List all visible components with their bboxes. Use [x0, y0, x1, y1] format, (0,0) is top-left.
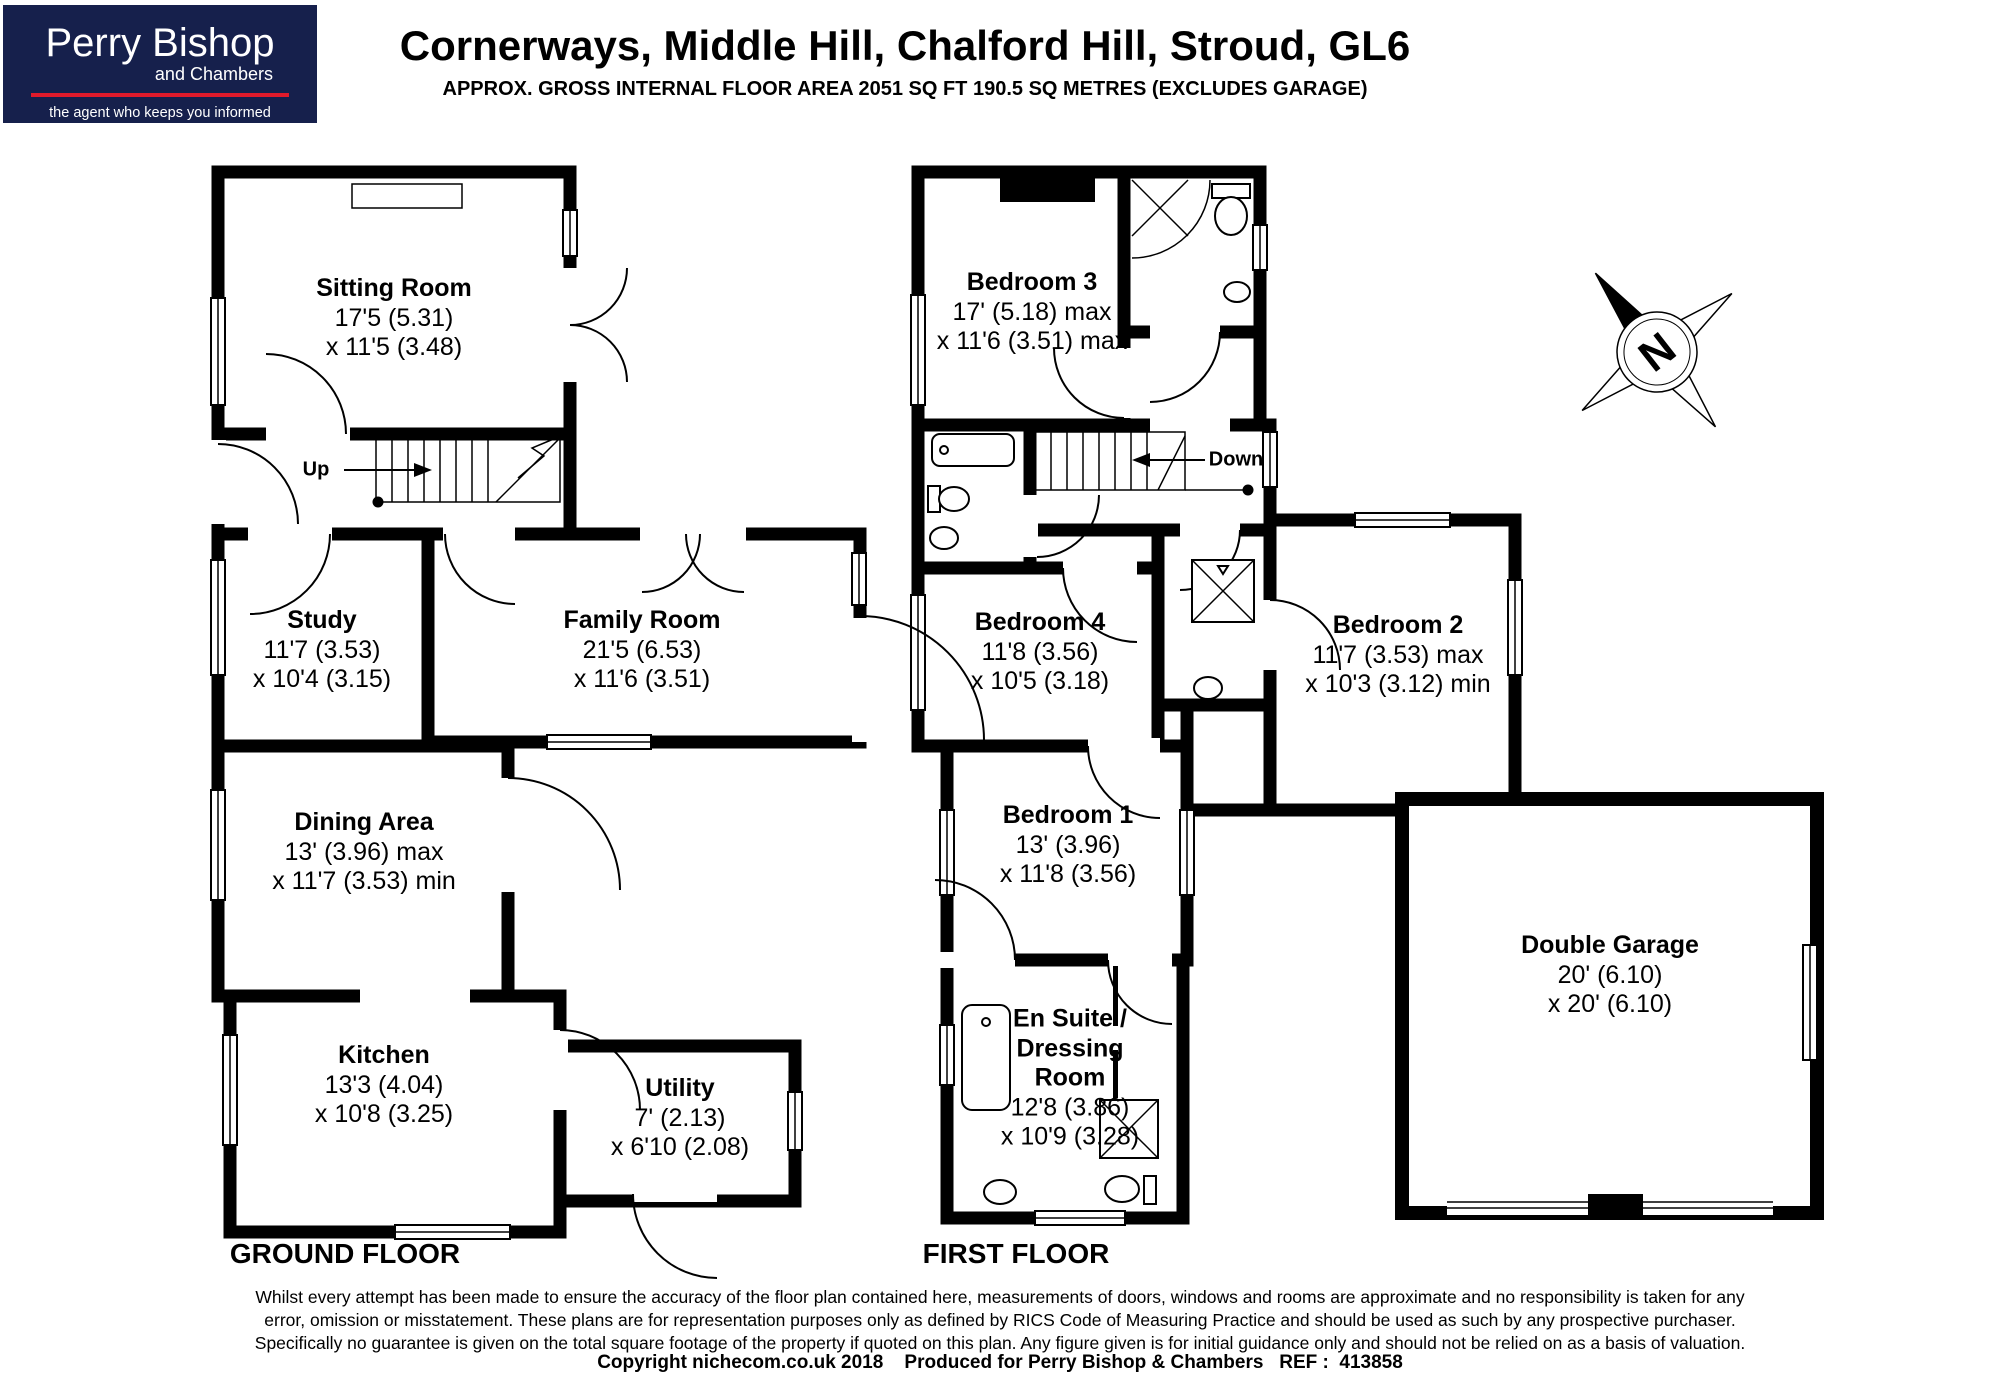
stairs-up-label: Up — [302, 458, 330, 481]
copyright-line: Copyright nichecom.co.uk 2018 Produced for Perry Bishop & Chambers REF : 413858 — [597, 1352, 1403, 1373]
room-label-study: Study 11'7 (3.53) x 10'4 (3.15) — [252, 605, 392, 693]
compass-icon — [1521, 215, 1791, 486]
agency-tagline: the agent who keeps you informed — [49, 105, 271, 121]
room-label-family-room: Family Room 21'5 (6.53) x 11'6 (3.51) — [563, 605, 721, 693]
room-label-en-suite: En Suite / Dressing Room 12'8 (3.86) x 10'9 (3.28) — [1000, 1004, 1140, 1151]
room-label-dining-area: Dining Area 13' (3.96) max x 11'7 (3.53) min — [272, 807, 456, 895]
room-label-double-garage: Double Garage 20' (6.10) x 20' (6.10) — [1521, 930, 1699, 1018]
first-floor-caption: FIRST FLOOR — [922, 1238, 1110, 1269]
logo-divider — [31, 93, 289, 97]
agency-name: Perry Bishop — [45, 21, 275, 65]
property-title: Cornerways, Middle Hill, Chalford Hill, Stroud, GL6 — [399, 22, 1411, 69]
agency-name-suffix: and Chambers — [154, 64, 273, 84]
room-label-bedroom-1: Bedroom 1 13' (3.96) x 11'8 (3.56) — [999, 800, 1137, 888]
room-label-bedroom-2: Bedroom 2 11'7 (3.53) max x 10'3 (3.12) min — [1305, 610, 1491, 698]
compass-north-letter: N — [1629, 323, 1685, 382]
room-label-bedroom-4: Bedroom 4 11'8 (3.56) x 10'5 (3.18) — [970, 607, 1110, 695]
room-label-kitchen: Kitchen 13'3 (4.04) x 10'8 (3.25) — [314, 1040, 454, 1128]
room-label-bedroom-3: Bedroom 3 17' (5.18) max x 11'6 (3.51) max — [936, 267, 1128, 355]
disclaimer-text: Whilst every attempt has been made to ensure the accuracy of the floor plan contained here, measurements of doors, windows and rooms are approximate and no responsibility is taken for any error, omission or misstatement. These plans are for representation purposes only as defined by RICS Code of Measuring Practice and should be used as such by any prospective purchaser. Specifically no guarantee is given on the total square footage of the property if quoted on this plan. Any figure given is for initial guidance only and should not be relied on as a basis of valuation. — [254, 1287, 1746, 1353]
floor-area-subtitle: APPROX. GROSS INTERNAL FLOOR AREA 2051 SQ FT 190.5 SQ METRES (EXCLUDES GARAGE) — [442, 78, 1368, 100]
stairs-down-label: Down — [1208, 448, 1264, 471]
ground-floor-caption: GROUND FLOOR — [229, 1238, 461, 1269]
agency-logo — [3, 5, 317, 123]
room-label-utility: Utility 7' (2.13) x 6'10 (2.08) — [610, 1073, 750, 1161]
room-label-sitting-room: Sitting Room 17'5 (5.31) x 11'5 (3.48) — [316, 273, 472, 361]
